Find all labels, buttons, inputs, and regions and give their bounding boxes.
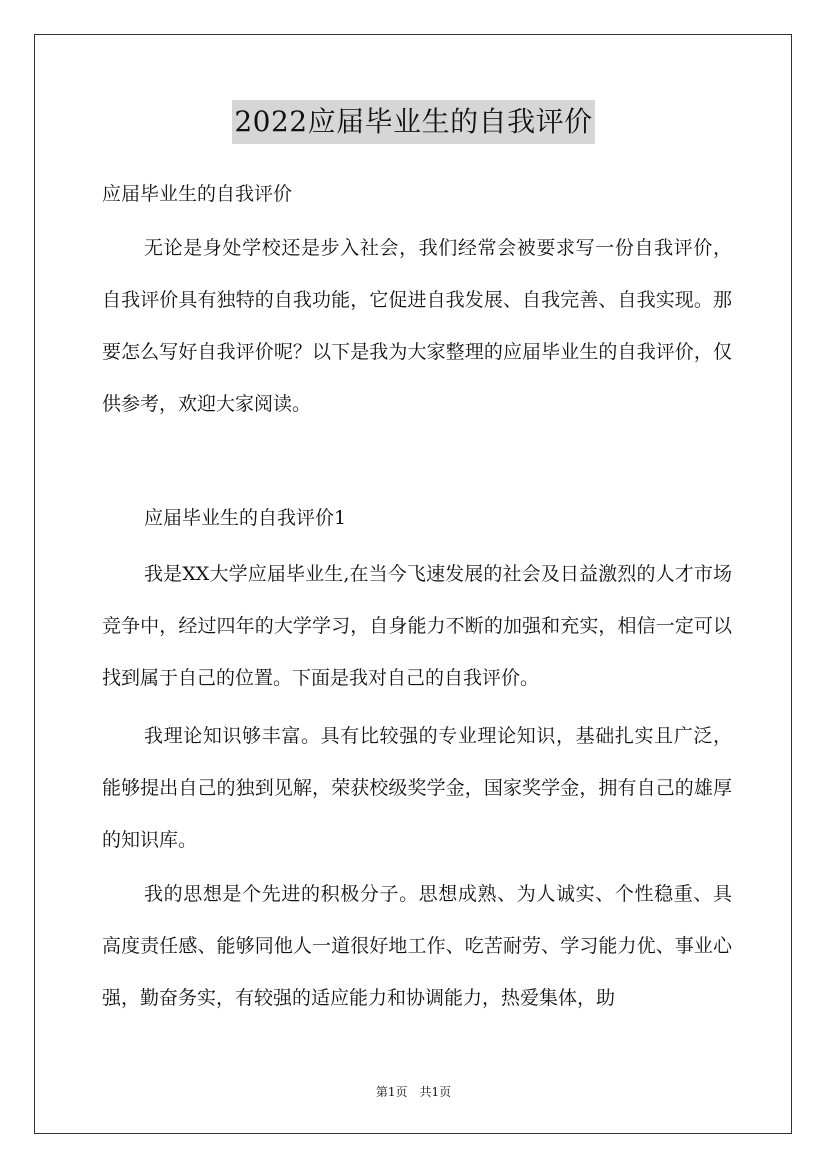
page-number-current: 第1页 [375, 1085, 408, 1099]
title-container [0, 100, 827, 144]
body-paragraph: 我的思想是个先进的积极分子。思想成熟、为人诚实、个性稳重、具高度责任感、能够同他人一道很好地工作、吃苦耐劳、学习能力优、事业心强，勤奋务实，有较强的适应能力和协调能力，热爱集体，助 [102, 883, 732, 1009]
body-paragraph: 我理论知识够丰富。具有比较强的专业理论知识，基础扎实且广泛，能够提出自己的独到见解，荣获校级奖学金，国家奖学金，拥有自己的雄厚的知识库。 [102, 725, 732, 851]
page-number-total: 共1页 [419, 1085, 452, 1099]
document-title: 2022应届毕业生的自我评价 [232, 100, 594, 144]
intro-paragraph: 无论是身处学校还是步入社会，我们经常会被要求写一份自我评价，自我评价具有独特的自我功能，它促进自我发展、自我完善、自我实现。那要怎么写好自我评价呢？以下是我为大家整理的应届毕业生的自我评价，仅供参考，欢迎大家阅读。 [102, 237, 732, 415]
body-paragraph: 我是XX大学应届毕业生,在当今飞速发展的社会及日益激烈的人才市场竞争中，经过四年的大学学习，自身能力不断的加强和充实，相信一定可以找到属于自己的位置。下面是我对自己的自我评价。 [102, 563, 732, 689]
document-subtitle: 应届毕业生的自我评价 [102, 183, 293, 205]
section-heading: 应届毕业生的自我评价1 [144, 507, 347, 529]
page-footer [0, 1083, 827, 1100]
